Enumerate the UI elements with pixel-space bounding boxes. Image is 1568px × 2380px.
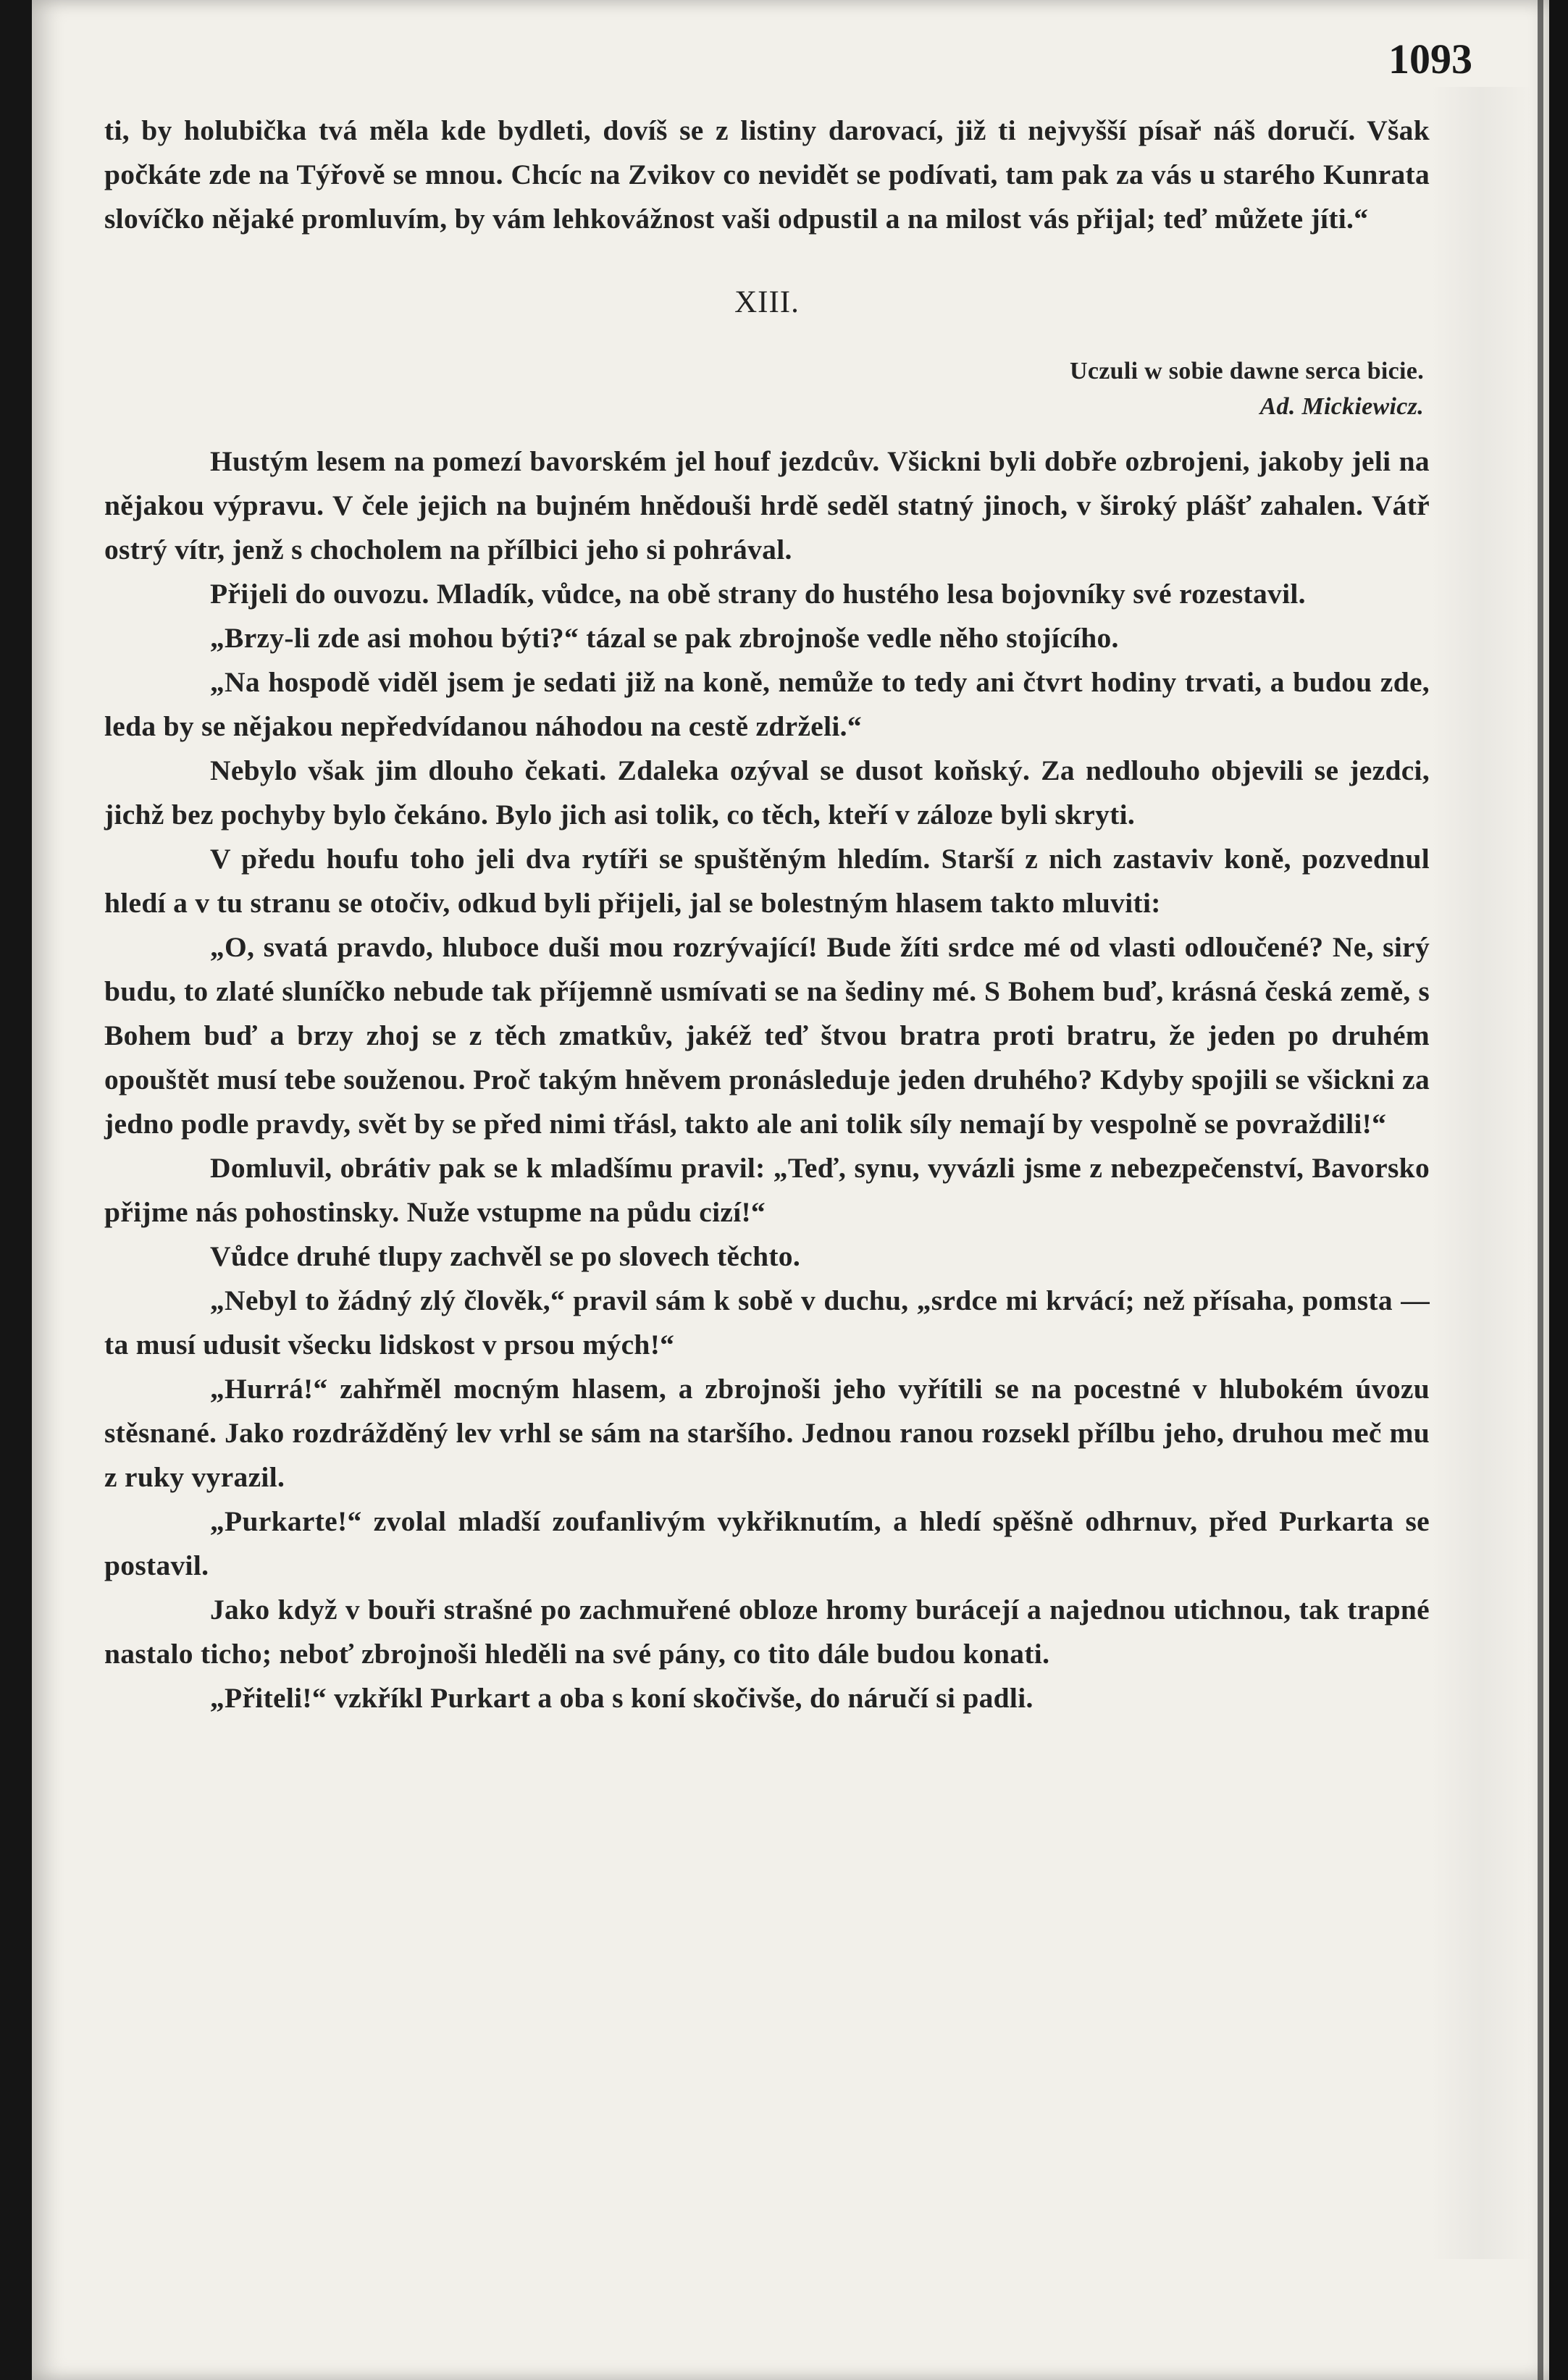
paragraph-6: V předu houfu toho jeli dva rytíři se spuštěným hledím. Starší z nich zastaviv koně, pozvednul hledí a v tu stranu se otočiv, odkud byli přijeli, jal se bolestným hlasem takto mluviti: <box>104 843 1430 919</box>
paragraph-4: „Na hospodě viděl jsem je sedati již na koně, nemůže to tedy ani čtvrt hodiny trvati, a budou zde, leda by se nějakou nepředvídanou náhodou na cestě zdrželi.“ <box>104 666 1430 742</box>
paragraph-10: „Nebyl to žádný zlý člověk,“ pravil sám k sobě v duchu, „srdce mi krvácí; než přísaha, pomsta — ta musí udusit všecku lidskost v prsou mých!“ <box>104 1284 1430 1361</box>
scan-left-border <box>0 0 32 2380</box>
paragraph-13: Jako když v bouři strašné po zachmuřené obloze hromy burácejí a najednou utichnou, tak trapné nastalo ticho; neboť zbrojnoši hleděli na své pány, co tito dále budou konati. <box>104 1594 1430 1670</box>
chapter-title: XIII. <box>734 285 800 319</box>
paragraph-9: Vůdce druhé tlupy zachvěl se po slovech těchto. <box>210 1240 801 1272</box>
book-page <box>32 0 1549 2380</box>
paragraph-8: Domluvil, obrátiv pak se k mladšímu pravil: „Teď, synu, vyvázli jsme z nebezpečenství, Bavorsko přijme nás pohostinsky. Nuže vstupme na půdu cizí!“ <box>104 1152 1430 1228</box>
paragraph-14: „Přiteli!“ vzkříkl Purkart a oba s koní skočivše, do náručí si padli. <box>210 1682 1034 1714</box>
paragraph-11: „Hurrá!“ zahřměl mocným hlasem, a zbrojnoši jeho vyřítili se na pocestné v hlubokém úvozu stěsnané. Jako rozdrážděný lev vrhl se sám na staršího. Jednou ranou rozsekl přílbu jeho, druhou meč mu z ruky vyrazil. <box>104 1373 1430 1493</box>
paragraph-7: „O, svatá pravdo, hluboce duši mou rozrývající! Bude žíti srdce mé od vlasti odloučené? Ne, sirý budu, to zlaté sluníčko nebude tak příjemně usmívati se na šediny mé. S Bohem buď, krásná česká země, s Bohem buď a brzy zhoj se z těch zmatkův, jakéž teď štvou bratra proti bratru, že jeden po druhém opouštět musí tebe souženou. Proč takým hněvem pronásleduje jeden druhého? Kdyby spojili se všickni za jedno podle pravdy, svět by se před nimi třásl, takto ale ani tolik síly nemají by vespolně se povraždili!“ <box>104 931 1430 1140</box>
bleed-through-margin <box>1430 87 1532 2259</box>
paragraph-1: Hustým lesem na pomezí bavorském jel houf jezdcův. Všickni byli dobře ozbrojeni, jakoby jeli na nějakou výpravu. V čele jejich na bujném hnědouši hrdě seděl statný jinoch, v široký plášť zahalen. Vátř ostrý vítr, jenž s chocholem na přílbici jeho si pohrával. <box>104 445 1430 565</box>
paragraph-12: „Purkarte!“ zvolal mladší zoufanlivým vykřiknutím, a hledí spěšně odhrnuv, před Purkarta se postavil. <box>104 1505 1430 1581</box>
page-text <box>104 109 1430 1720</box>
paragraph-5: Nebylo však jim dlouho čekati. Zdaleka ozýval se dusot koňský. Za nedlouho objevili se jezdci, jichž bez pochyby bylo čekáno. Bylo jich asi tolik, co těch, kteří v záloze byli skryti. <box>104 754 1430 831</box>
scan-right-border <box>1538 0 1543 2380</box>
paragraph-3: „Brzy-li zde asi mohou býti?“ tázal se pak zbrojnoše vedle něho stojícího. <box>210 622 1119 654</box>
epigraph <box>104 353 1424 424</box>
opening-paragraph: ti, by holubička tvá měla kde bydleti, dovíš se z listiny darovací, již ti nejvyšší písař náš doručí. Však počkáte zde na Týřově se mnou. Chcíc na Zvikov co nevidět se podívati, tam pak za vás u starého Kunrata slovíčko nějaké promluvím, by vám lehkovážnost vaši odpustil a na milost vás přijal; teď můžete jíti.“ <box>104 114 1430 235</box>
epigraph-line: Uczuli w sobie dawne serca bicie. <box>1069 358 1424 384</box>
epigraph-author: Ad. Mickiewicz. <box>1259 393 1424 420</box>
page-number: 1093 <box>1388 35 1472 83</box>
paragraph-2: Přijeli do ouvozu. Mladík, vůdce, na obě strany do hustého lesa bojovníky své rozestavil. <box>210 578 1306 610</box>
